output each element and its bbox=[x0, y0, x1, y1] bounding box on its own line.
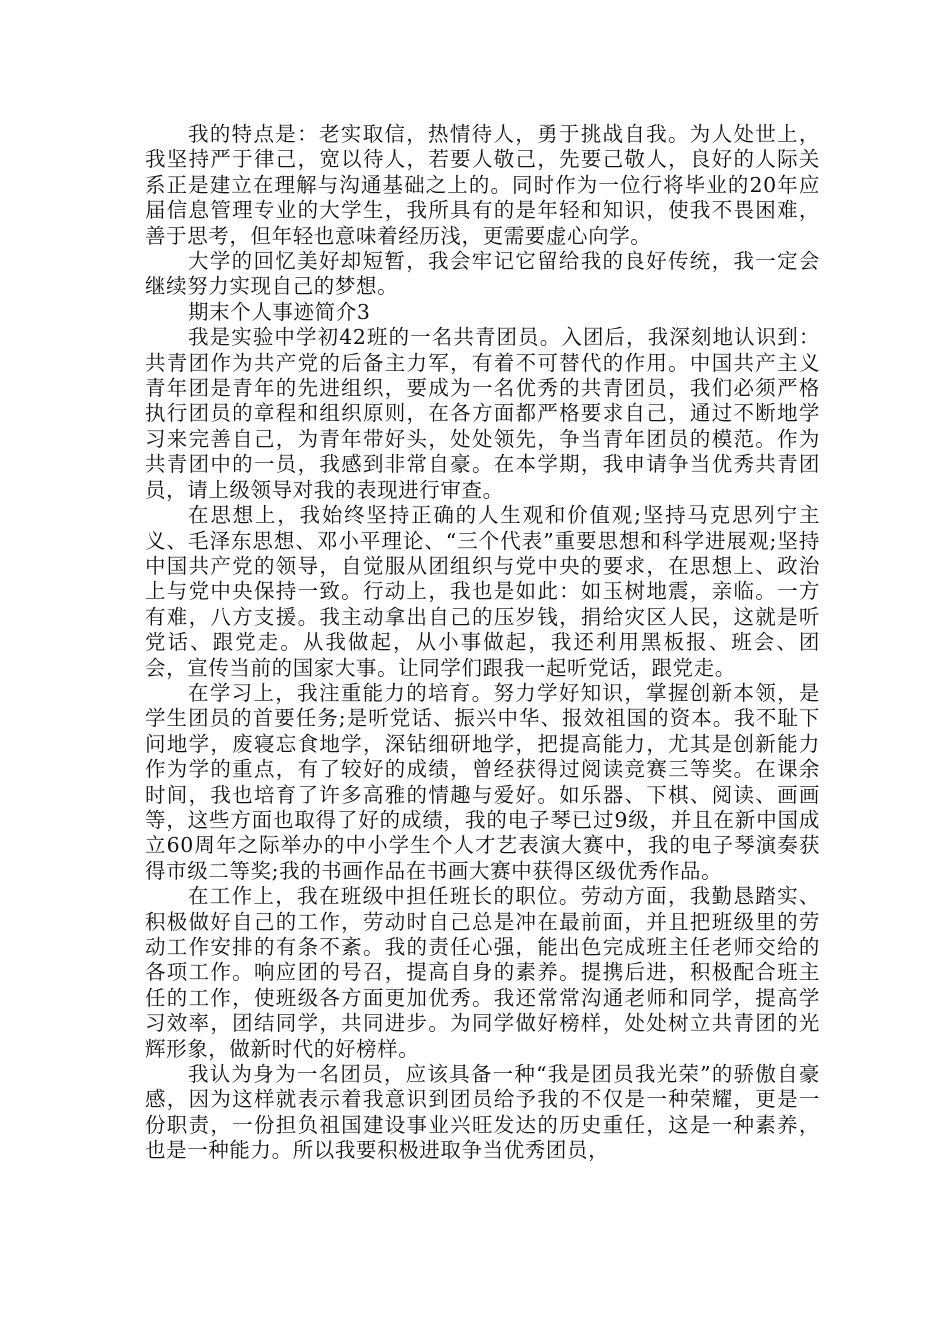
paragraph-league-member: 我是实验中学初42班的一名共青团员。入团后，我深刻地认识到：共青团作为共产党的后备主力军，有着不可替代的作用。中国共产主义青年团是青年的先进组织，要成为一名优秀的共青团员，我们必须严格执行团员的章程和组织原则，在各方面都严格要求自己，通过不断地学习来完善自己，为青年带好头，处处领先，争当青年团员的模范。作为共青团中的一员，我感到非常自豪。在本学期，我申请争当优秀共青团员，请上级领导对我的表现进行审查。 bbox=[145, 325, 820, 502]
paragraph-work: 在工作上，我在班级中担任班长的职位。劳动方面，我勤恳踏实、积极做好自己的工作，劳动时自己总是冲在最前面，并且把班级里的劳动工作安排的有条不紊。我的责任心强，能出色完成班主任老师交给的各项工作。响应团的号召，提高自身的素养。提携后进，积极配合班主任的工作，使班级各方面更加优秀。我还常常沟通老师和同学，提高学习效率，团结同学，共同进步。为同学做好榜样，处处树立共青团的光辉形象，做新时代的好榜样。 bbox=[145, 884, 820, 1061]
paragraph-university-memory: 大学的回忆美好却短暂，我会牢记它留给我的良好传统，我一定会继续努力实现自己的梦想。 bbox=[145, 249, 820, 299]
paragraph-pride: 我认为身为一名团员，应该具备一种“我是团员我光荣”的骄傲自豪感，因为这样就表示着我意识到团员给予我的不仅是一种荣耀，更是一份职责，一份担负祖国建设事业兴旺发达的历史重任，这是一种素养，也是一种能力。所以我要积极进取争当优秀团员， bbox=[145, 1062, 820, 1163]
paragraph-thought: 在思想上，我始终坚持正确的人生观和价值观;坚持马克思列宁主义、毛泽东思想、邓小平理论、“三个代表”重要思想和科学进展观;坚持中国共产党的领导，自觉服从团组织与党中央的要求，在思想上、政治上与党中央保持一致。行动上，我也是如此：如玉树地震，亲临。一方有难，八方支援。我主动拿出自己的压岁钱，捐给灾区人民，这就是听党话、跟党走。从我做起，从小事做起，我还利用黑板报、班会、团会，宣传当前的国家大事。让同学们跟我一起听党话，跟党走。 bbox=[145, 503, 820, 680]
document-body bbox=[145, 122, 820, 1164]
section-heading: 期末个人事迹简介3 bbox=[188, 299, 371, 324]
paragraph-traits: 我的特点是：老实取信，热情待人，勇于挑战自我。为人处世上，我坚持严于律己，宽以待人，若要人敬己，先要己敬人，良好的人际关系正是建立在理解与沟通基础之上的。同时作为一位行将毕业的20年应届信息管理专业的大学生，我所具有的是年轻和知识，使我不畏困难，善于思考，但年轻也意味着经历浅，更需要虚心向学。 bbox=[145, 122, 820, 248]
paragraph-study: 在学习上，我注重能力的培育。努力学好知识，掌握创新本领，是学生团员的首要任务;是听党话、振兴中华、报效祖国的资本。我不耻下问地学，废寝忘食地学，深钻细研地学，把提高能力，尤其是创新能力作为学的重点，有了较好的成绩，曾经获得过阅读竞赛三等奖。在课余时间，我也培育了许多高雅的情趣与爱好。如乐器、下棋、阅读、画画等，这些方面也取得了好的成绩，我的电子琴已过9级，并且在新中国成立60周年之际举办的中小学生个人才艺表演大赛中，我的电子琴演奏获得市级二等奖;我的书画作品在书画大赛中获得区级优秀作品。 bbox=[145, 680, 820, 883]
